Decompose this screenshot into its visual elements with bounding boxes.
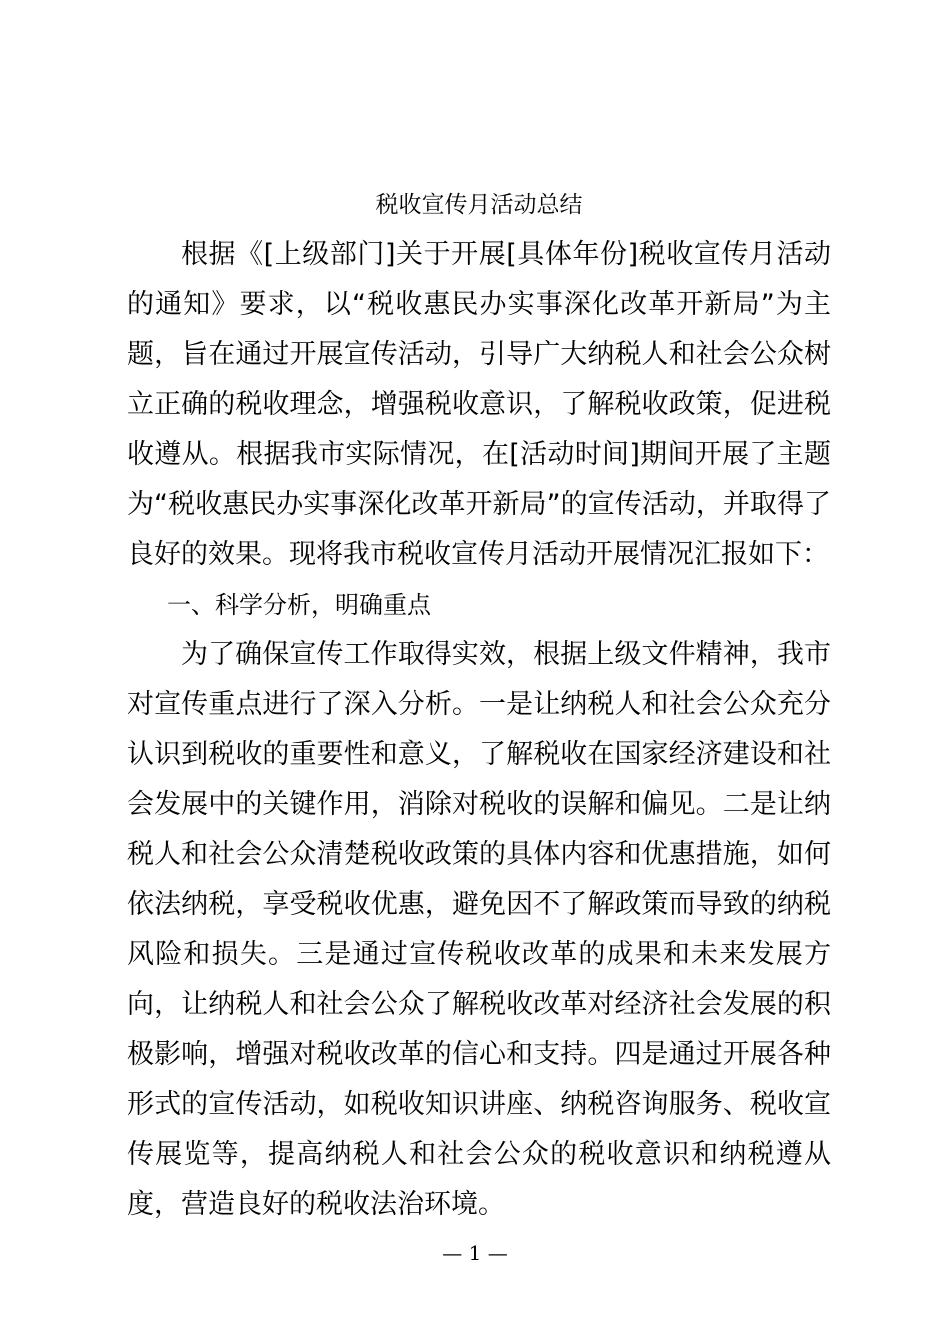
document-title: 税收宣传月活动总结 xyxy=(375,192,583,218)
section-paragraph: 为了确保宣传工作取得实效，根据上级文件精神，我市对宣传重点进行了深入分析。一是让纳税人和社会公众充分认识到税收的重要性和意义，了解税收在国家经济建设和社会发展中的关键作用，消除对税收的误解和偏见。二是让纳税人和社会公众清楚税收政策的具体内容和优惠措施，如何依法纳税，享受税收优惠，避免因不了解政策而导致的纳税风险和损失。三是通过宣传税收改革的成果和未来发展方向，让纳税人和社会公众了解税收改革对经济社会发展的积极影响，增强对税收改革的信心和支持。四是通过开展各种形式的宣传活动，如税收知识讲座、纳税咨询服务、税收宣传展览等，提高纳税人和社会公众的税收意识和纳税遵从度，营造良好的税收法治环境。 xyxy=(127,639,831,1220)
page-number: — 1 — xyxy=(442,1241,508,1265)
document-body xyxy=(127,180,831,1230)
intro-paragraph: 根据《[上级部门]关于开展[具体年份]税收宣传月活动的通知》要求，以“税收惠民办实事深化改革开新局”为主题，旨在通过开展宣传活动，引导广大纳税人和社会公众树立正确的税收理念，增强税收意识，了解税收政策，促进税收遵从。根据我市实际情况，在[活动时间]期间开展了主题为“税收惠民办实事深化改革开新局”的宣传活动，并取得了良好的效果。现将我市税收宣传月活动开展情况汇报如下： xyxy=(127,239,831,570)
section-heading: 一、科学分析，明确重点 xyxy=(167,591,431,619)
